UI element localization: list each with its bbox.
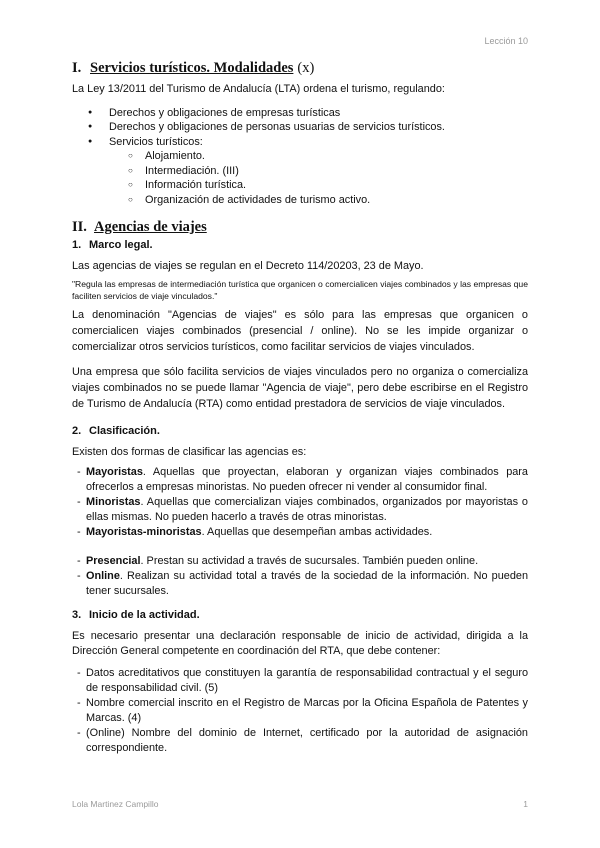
list-item: - (Online) Nombre del dominio de Internet, certificado por la autoridad de asignación correspondiente. (72, 726, 528, 756)
list-item (72, 554, 528, 569)
page-header-lesson: Lección 10 (484, 36, 528, 46)
bullet-item: ● Derechos y obligaciones de personas usuarias de servicios turísticos. (72, 120, 528, 135)
item-description: . Realizan su actividad total a través de la sociedad de la información. No pueden tener sucursales. (86, 569, 528, 597)
classification-intro: Existen dos formas de clasificar las agencias es: (72, 445, 307, 458)
section-1-bullet-list (72, 106, 528, 208)
item-term: Minoristas (86, 495, 141, 508)
item-description: . Aquellas que proyectan, elaboran y organizan viajes combinados para ofrecerlos a empresas minoristas. No pueden ofrecer ni vender al consumidor final. (86, 465, 528, 493)
subsection-2-title: Clasificación. (89, 424, 160, 437)
declaration-requirements-list (72, 666, 528, 756)
sub-bullet-item: ○ Alojamiento. (72, 149, 528, 164)
section-2-heading (72, 217, 528, 237)
list-item (72, 465, 528, 495)
item-description: . Aquellas que comercializan viajes combinados, organizados por mayoristas o ellas mismas. No pueden hacerlo a través de otras minoristas. (86, 495, 528, 523)
item-term: Mayoristas-minoristas (86, 525, 202, 538)
list-item (72, 495, 528, 525)
page-footer-author: Lola Martinez Campillo (72, 799, 159, 809)
classification-list-by-activity (72, 465, 528, 540)
item-description: . Aquellas que desempeñan ambas actividades. (201, 525, 433, 538)
subsection-3-title: Inicio de la actividad. (89, 608, 200, 621)
bullet-item: ● Derechos y obligaciones de empresas turísticas (72, 106, 528, 121)
item-term: Mayoristas (86, 465, 143, 478)
list-item: - Datos acreditativos que constituyen la garantía de responsabilidad contractual y el seguro de responsabilidad civil. (5) (72, 666, 528, 696)
services-sub-list (109, 149, 528, 207)
sub-bullet-item: ○ Información turística. (72, 178, 528, 193)
subsection-2-heading (72, 423, 528, 439)
linked-services-paragraph: Una empresa que sólo facilita servicios de viajes vinculados pero no organiza o comercializa viajes combinados no se puede llamar "Agencia de viaje", pero debe escribirse en el Registro de Turismo de Andalucía (RTA) como entidad prestadora de servicios de viaje vinculados. (72, 366, 528, 411)
decree-quote: "Regula las empresas de intermediación turística que organicen o comercialicen viajes combinados y las empresas que faciliten servicios de viaje vinculados." (72, 279, 528, 301)
activity-start-intro: Es necesario presentar una declaración responsable de inicio de actividad, dirigida a la Dirección General competente en coordinación del RTA, que debe contener: (72, 629, 528, 658)
section-1-number: I. (72, 60, 82, 76)
item-term: Online (86, 569, 120, 582)
subsection-3-heading (72, 607, 528, 623)
list-item (72, 569, 528, 599)
bullet-item (72, 135, 528, 208)
classification-list-by-channel (72, 554, 528, 599)
document-body (72, 58, 528, 756)
sub-bullet-item: ○ Intermediación. (III) (72, 164, 528, 179)
legal-framework-paragraph: Las agencias de viajes se regulan en el Decreto 114/20203, 23 de Mayo. (72, 260, 424, 273)
page-number: 1 (523, 799, 528, 809)
list-item (72, 525, 528, 540)
section-2-number: II. (72, 219, 87, 236)
list-item: - Nombre comercial inscrito en el Registro de Marcas por la Oficina Española de Patentes y Marcas. (4) (72, 696, 528, 726)
item-description: . Prestan su actividad a través de sucursales. También pueden online. (140, 554, 479, 567)
item-term: Presencial (86, 554, 141, 567)
section-1-suffix: (x) (297, 60, 315, 76)
subsection-2-number: 2. (72, 424, 82, 437)
section-1-heading (72, 58, 528, 78)
sub-bullet-item: ○ Organización de actividades de turismo activo. (72, 193, 528, 208)
subsection-1-number: 1. (72, 239, 82, 252)
subsection-3-number: 3. (72, 608, 82, 621)
section-1-title: Servicios turísticos. Modalidades (90, 60, 294, 76)
section-1-intro: La Ley 13/2011 del Turismo de Andalucía (LTA) ordena el turismo, regulando: (72, 83, 445, 95)
denomination-paragraph: La denominación "Agencias de viajes" es sólo para las empresas que organicen o comercialicen viajes combinados (presencial / online). No se les impide organizar o comercializar otros servicios turísticos, como facilitar servicios de viajes vinculados. (72, 309, 528, 353)
bullet-item-label: Servicios turísticos: (109, 135, 203, 148)
subsection-1-title: Marco legal. (89, 239, 153, 252)
section-2-title: Agencias de viajes (94, 219, 207, 236)
subsection-1-heading (72, 237, 528, 253)
